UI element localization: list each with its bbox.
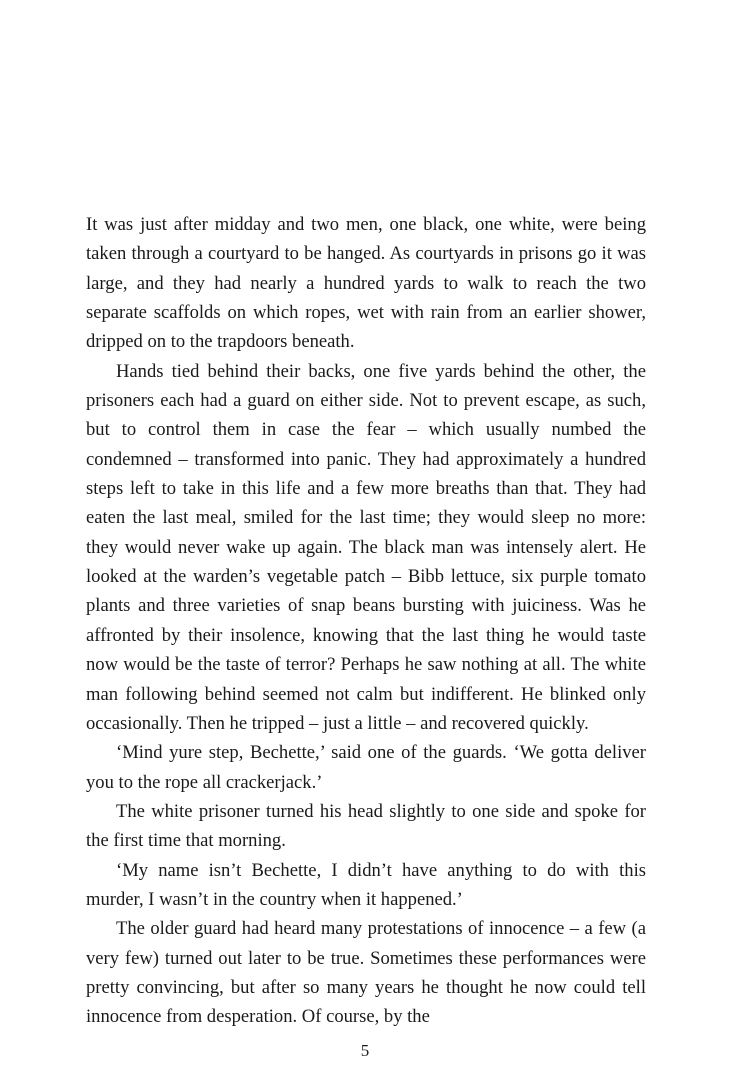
page-number: 5 <box>360 1041 370 1060</box>
paragraph: The white prisoner turned his head slightly to one side and spoke for the first time that morning. <box>86 800 646 852</box>
paragraph: ‘My name isn’t Bechette, I didn’t have anything to do with this murder, I wasn’t in the country when it happened.’ <box>86 859 646 910</box>
paragraph: The older guard had heard many protestations of innocence – a few (a very few) turned out later to be true. Sometimes these performances were pretty convincing, but after so many years he thought he now could tell innocence from desperation. Of course, by the <box>86 918 646 1028</box>
paragraph: ‘Mind yure step, Bechette,’ said one of the guards. ‘We gotta deliver you to the rope all crackerjack.’ <box>86 742 646 793</box>
paragraph: It was just after midday and two men, one black, one white, were being taken through a courtyard to be hanged. As courtyards in prisons go it was large, and they had nearly a hundred yards to walk to reach the two separate scaffolds on which ropes, wet with rain from an earlier shower, dripped on to the trapdoors beneath. <box>86 214 646 353</box>
paragraph: Hands tied behind their backs, one five yards behind the other, the prisoners each had a guard on either side. Not to prevent escape, as such, but to control them in case the fear – which usually numbed the condemned – transformed into panic. They had approximately a hundred steps left to take in this life and a few more breaths than that. They had eaten the last meal, smiled for the last time; they would sleep no more: they would never wake up again. The black man was intensely alert. He looked at the warden’s vegetable patch – Bibb lettuce, six purple tomato plants and three varieties of snap beans bursting with juiciness. Was he affronted by their insolence, knowing that the last thing he would taste now would be the taste of terror? Perhaps he saw nothing at all. The white man following behind seemed not calm but indifferent. He blinked only occasionally. Then he tripped – just a little – and recovered quickly. <box>86 360 646 734</box>
page-body <box>86 210 646 1032</box>
